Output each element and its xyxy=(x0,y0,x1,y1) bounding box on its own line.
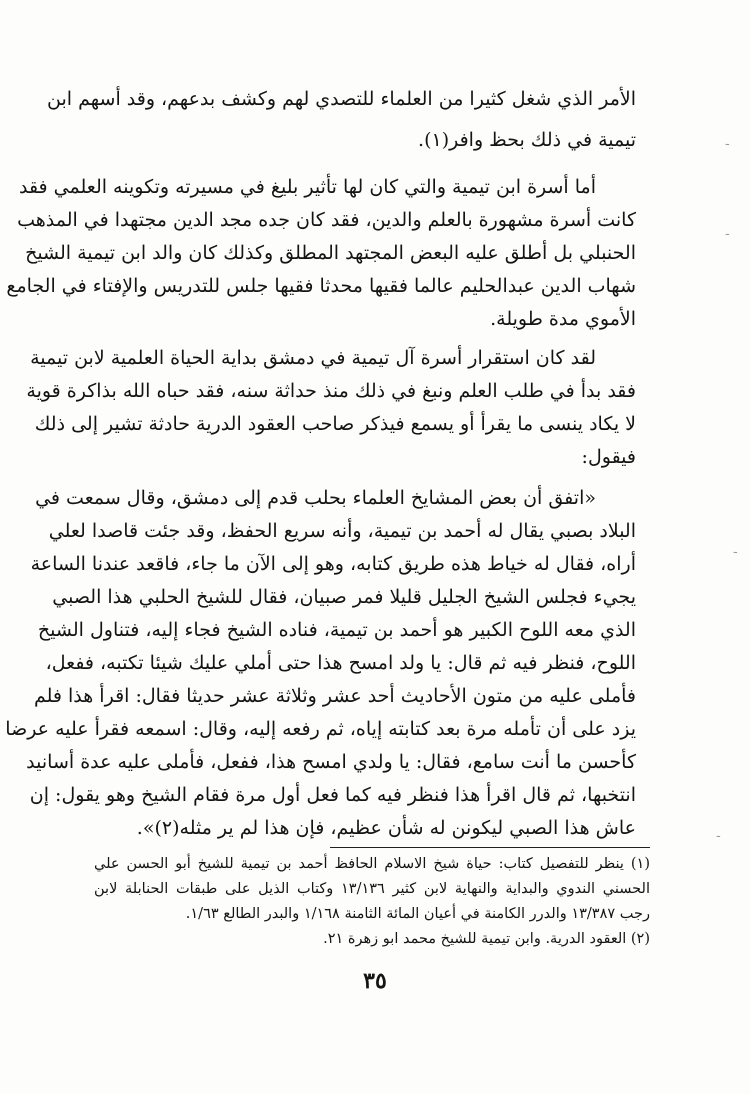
text-line: كانت أسرة مشهورة بالعلم والدين، فقد كان جده مجد الدين مجتهدا في المذهب xyxy=(17,209,636,231)
text-line: الأمر الذي شغل كثيرا من العلماء للتصدي لهم وكشف بدعهم، وقد أسهم ابن xyxy=(47,88,636,110)
quote-line: اللوح، فنظر فيه ثم قال: يا ولد امسح هذا حتى أملي عليك شيئا تكتبه، ففعل، xyxy=(45,652,636,674)
text-line: فيقول: xyxy=(581,446,636,468)
footnote-line: (٢) العقود الدرية. وابن تيمية للشيخ محمد ابو زهرة ٢١. xyxy=(323,931,650,947)
text-line: أما أسرة ابن تيمية والتي كان لها تأثير بليغ في مسيرته وتكوينه العلمي فقد xyxy=(18,176,596,198)
footnote-line: (١) ينظر للتفصيل كتاب: حياة شيخ الاسلام الحافظ أحمد بن تيمية للشيخ أبو الحسن علي xyxy=(94,856,650,872)
margin-tick: - xyxy=(716,828,721,844)
quote-line: فأملى عليه من متون الأحاديث أحد عشر وثلاثة عشر حديثا فقال: اقرأ هذا فلم xyxy=(33,685,636,707)
text-line: فقد بدأ في طلب العلم ونبغ في ذلك منذ حداثة سنه، فقد حباه الله بذاكرة قوية xyxy=(26,380,636,402)
text-line: لا يكاد ينسى ما يقرأ أو يسمع فيذكر صاحب العقود الدرية حادثة تشير إلى ذلك xyxy=(34,413,636,435)
quote-line: الذي معه اللوح الكبير هو أحمد بن تيمية، فناده الشيخ فجاء إليه، فتناول الشيخ xyxy=(37,619,636,641)
quote-line: يجيء فجلس الشيخ الجليل قليلا فمر صبيان، فقال للشيخ الحلبي هذا الصبي xyxy=(52,586,636,608)
quote-line: عاش هذا الصبي ليكونن له شأن عظيم، فإن هذا لم ير مثله(٢)». xyxy=(136,817,636,839)
footnote-line: الحسني الندوي والبداية والنهاية لابن كثير ١٣/١٣٦ وكتاب الذيل على طبقات الحنابلة لابن xyxy=(94,881,650,897)
text-line: لقد كان استقرار أسرة آل تيمية في دمشق بداية الحياة العلمية لابن تيمية xyxy=(30,347,596,369)
quote-line: البلاد بصبي يقال له أحمد بن تيمية، وأنه سريع الحفظ، وقد جئت قاصدا لعلي xyxy=(48,520,636,542)
margin-tick: - xyxy=(725,226,730,242)
quote-line: أراه، فقال له خياط هذه طريق كتابه، وهو إلى الآن ما جاء، فاقعد عندنا الساعة xyxy=(30,553,636,575)
margin-tick: - xyxy=(733,544,738,560)
text-line: الأموي مدة طويلة. xyxy=(490,308,636,330)
quote-line: كأحسن ما أنت سامع، فقال: يا ولدي امسح هذا، ففعل، فأملى عليه عدة أسانيد xyxy=(26,751,636,773)
text-line: الحنبلي بل أطلق عليه البعض المجتهد المطلق وكذلك كان والد ابن تيمية الشيخ xyxy=(25,242,636,264)
page-number: ٣٥ xyxy=(363,968,387,994)
quote-line: «اتفق أن بعض المشايخ العلماء بحلب قدم إلى دمشق، وقال سمعت في xyxy=(35,487,596,509)
quote-line: يزد على أن تأمله مرة بعد كتابته إياه، ثم رفعه إليه، وقال: اسمعه فقرأ عليه عرضا xyxy=(5,718,636,740)
footnote-divider xyxy=(330,847,650,848)
text-line: تيمية في ذلك بحظ وافر(١). xyxy=(418,129,636,151)
text-line: شهاب الدين عبدالحليم عالما فقيها محدثا فقيها جلس للتدريس والإفتاء في الجامع xyxy=(6,275,636,297)
quote-line: انتخبها، ثم قال اقرأ هذا فنظر فيه كما فعل أول مرة فقام الشيخ وهو يقول: إن xyxy=(29,784,636,806)
footnote-line: رجب ١٣/٣٨٧ والدرر الكامنة في أعيان المائة الثامنة ١/١٦٨ والبدر الطالع ١/٦٣. xyxy=(185,906,650,922)
margin-tick: - xyxy=(725,136,730,152)
